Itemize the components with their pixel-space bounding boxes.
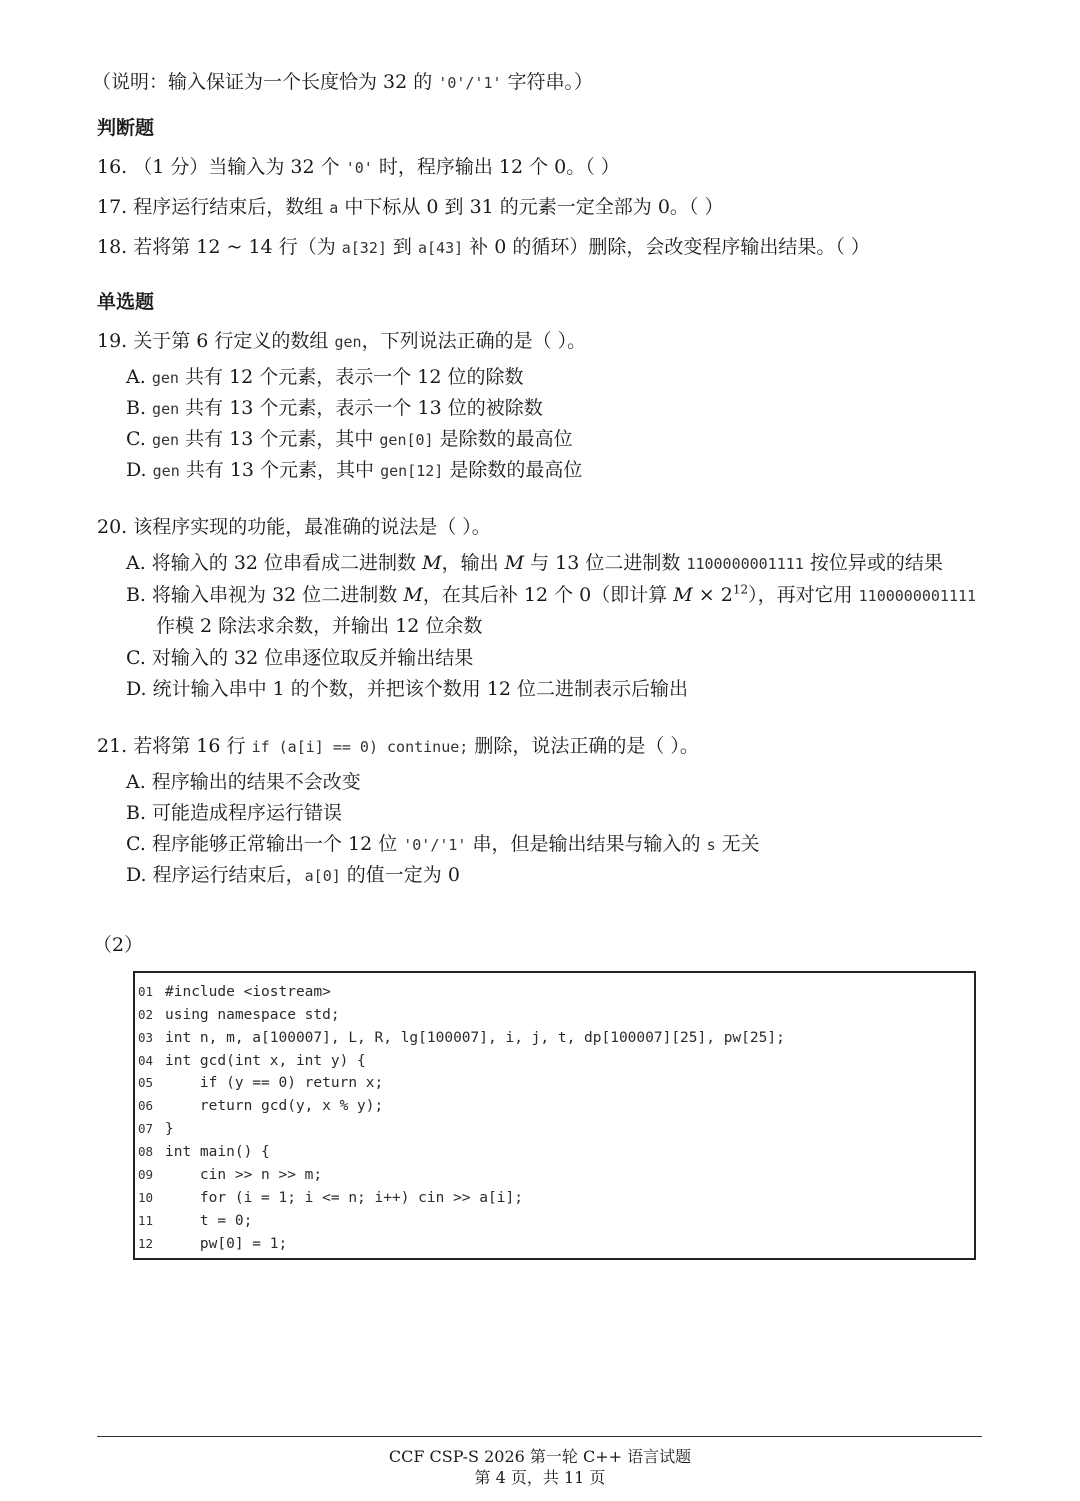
question-17: 17. 程序运行结束后，数组 a 中下标从 0 到 31 的元素一定全部为 0。（ ） [97,196,724,218]
question-16: 16. （1 分）当输入为 32 个 '0' 时，程序输出 12 个 0。（ ） [97,156,620,178]
q20-option-b-continued: 作模 2 除法求余数，并输出 12 位余数 [156,615,483,637]
q21-option-d: D. 程序运行结束后，a[0] 的值一定为 0 [126,864,460,886]
code-line: 10 for (i = 1; i <= n; i++) cin >> a[i]; [138,1190,523,1206]
q21-option-c: C. 程序能够正常输出一个 12 位 '0'/'1' 串，但是输出结果与输入的 s 无关 [126,833,760,855]
page-number: 第 4 页，共 11 页 [474,1468,606,1487]
code-line: 09 cin >> n >> m; [138,1167,323,1183]
q19-option-a: A. gen 共有 12 个元素，表示一个 12 位的除数 [126,366,524,388]
code-line: 08 int main() { [138,1144,270,1160]
footer-rule [97,1436,982,1437]
q20-option-b: B. 将输入串视为 32 位二进制数 M，在其后补 12 个 0（即计算 $M \times 2^{12}$），再对它用 1100000001111 [126,582,977,606]
q20-option-d: D. 统计输入串中 1 的个数，并把该个数用 12 位二进制表示后输出 [126,678,689,700]
code-line: 04 int gcd(int x, int y) { [138,1053,366,1069]
code-line: 07 } [138,1121,174,1137]
question-20: 20. 该程序实现的功能，最准确的说法是（ ）。 [97,516,491,538]
code-line: 03 int n, m, a[100007], L, R, lg[100007], i, j, t, dp[100007][25], pw[25]; [138,1030,785,1046]
q21-option-b: B. 可能造成程序运行错误 [126,802,343,824]
code-line: 11 t = 0; [138,1213,253,1229]
q20-option-a: A. 将输入的 32 位串看成二进制数 M，输出 M 与 13 位二进制数 1100000001111 按位异或的结果 [126,552,943,574]
code-line: 02 using namespace std; [138,1007,340,1023]
code-listing [133,971,976,1260]
q19-option-c: C. gen 共有 13 个元素，其中 gen[0] 是除数的最高位 [126,428,573,450]
q19-option-b: B. gen 共有 13 个元素，表示一个 13 位的被除数 [126,397,543,419]
q21-option-a: A. 程序输出的结果不会改变 [126,771,361,793]
code-line: 05 if (y == 0) return x; [138,1075,384,1091]
question-18: 18. 若将第 12 ~ 14 行（为 a[32] 到 a[43] 补 0 的循环）删除，会改变程序输出结果。（ ） [97,236,870,258]
part-2-label: （2） [93,934,144,956]
code-line: 06 return gcd(y, x % y); [138,1098,384,1114]
question-21: 21. 若将第 16 行 if (a[i] == 0) continue; 删除，说法正确的是（ ）。 [97,735,699,757]
code-line: 01 #include <iostream> [138,984,331,1000]
footer-title: CCF CSP-S 2026 第一轮 C++ 语言试题 [388,1447,692,1466]
q19-option-d: D. gen 共有 13 个元素，其中 gen[12] 是除数的最高位 [126,459,583,481]
q20-option-c: C. 对输入的 32 位串逐位取反并输出结果 [126,647,474,669]
input-note: （说明：输入保证为一个长度恰为 32 的 '0'/'1' 字符串。） [92,71,594,93]
code-line: 12 pw[0] = 1; [138,1236,288,1252]
judge-heading: 判断题 [97,117,155,139]
question-19: 19. 关于第 6 行定义的数组 gen，下列说法正确的是（ ）。 [97,330,587,352]
single-choice-heading: 单选题 [97,291,155,313]
